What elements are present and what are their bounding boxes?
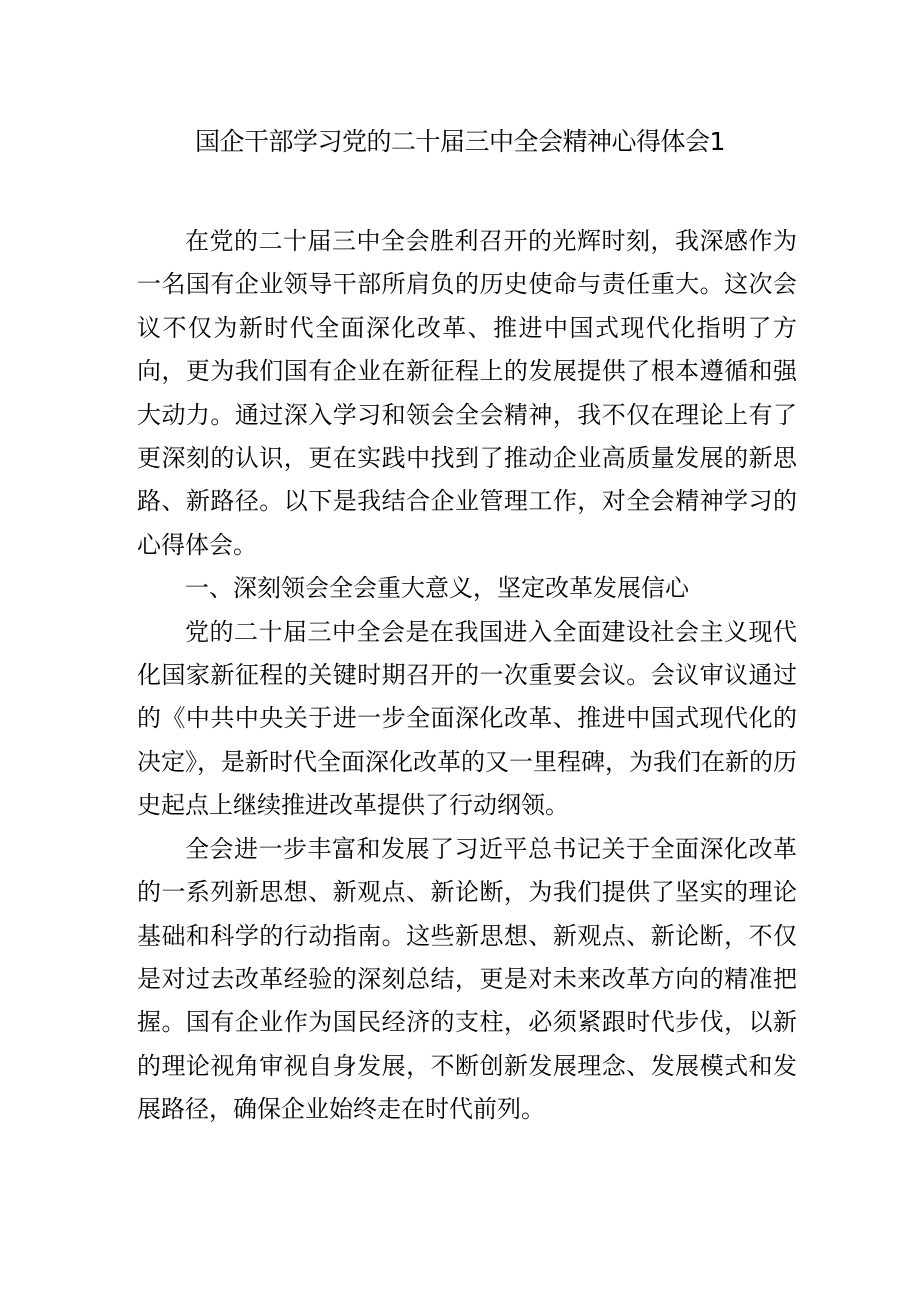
intro-paragraph: 在党的二十届三中全会胜利召开的光辉时刻，我深感作为一名国有企业领导干部所肩负的历史使命与责任重大。这次会议不仅为新时代全面深化改革、推进中国式现代化指明了方向，更为我们国有企业在新征程上的发展提供了根本遵循和强大动力。通过深入学习和领会全会精神，我不仅在理论上有了更深刻的认识，更在实践中找到了推动企业高质量发展的新思路、新路径。以下是我结合企业管理工作，对全会精神学习的心得体会。 [137,227,797,559]
document-title: 国企干部学习党的二十届三中全会精神心得体会1 [195,127,725,156]
document-body [137,220,797,1132]
body-paragraph: 全会进一步丰富和发展了习近平总书记关于全面深化改革的一系列新思想、新观点、新论断，为我们提供了坚实的理论基础和科学的行动指南。这些新思想、新观点、新论断，不仅是对过去改革经验的深刻总结，更是对未来改革方向的精准把握。国有企业作为国民经济的支柱，必须紧跟时代步伐，以新的理论视角审视自身发展，不断创新发展理念、发展模式和发展路径，确保企业始终走在时代前列。 [137,834,797,1124]
body-paragraph: 党的二十届三中全会是在我国进入全面建设社会主义现代化国家新征程的关键时期召开的一次重要会议。会议审议通过的《中共中央关于进一步全面深化改革、推进中国式现代化的决定》，是新时代全面深化改革的又一里程碑，为我们在新的历史起点上继续推进改革提供了行动纲领。 [137,617,797,820]
section-heading-1: 一、深刻领会全会重大意义，坚定改革发展信心 [185,574,689,603]
